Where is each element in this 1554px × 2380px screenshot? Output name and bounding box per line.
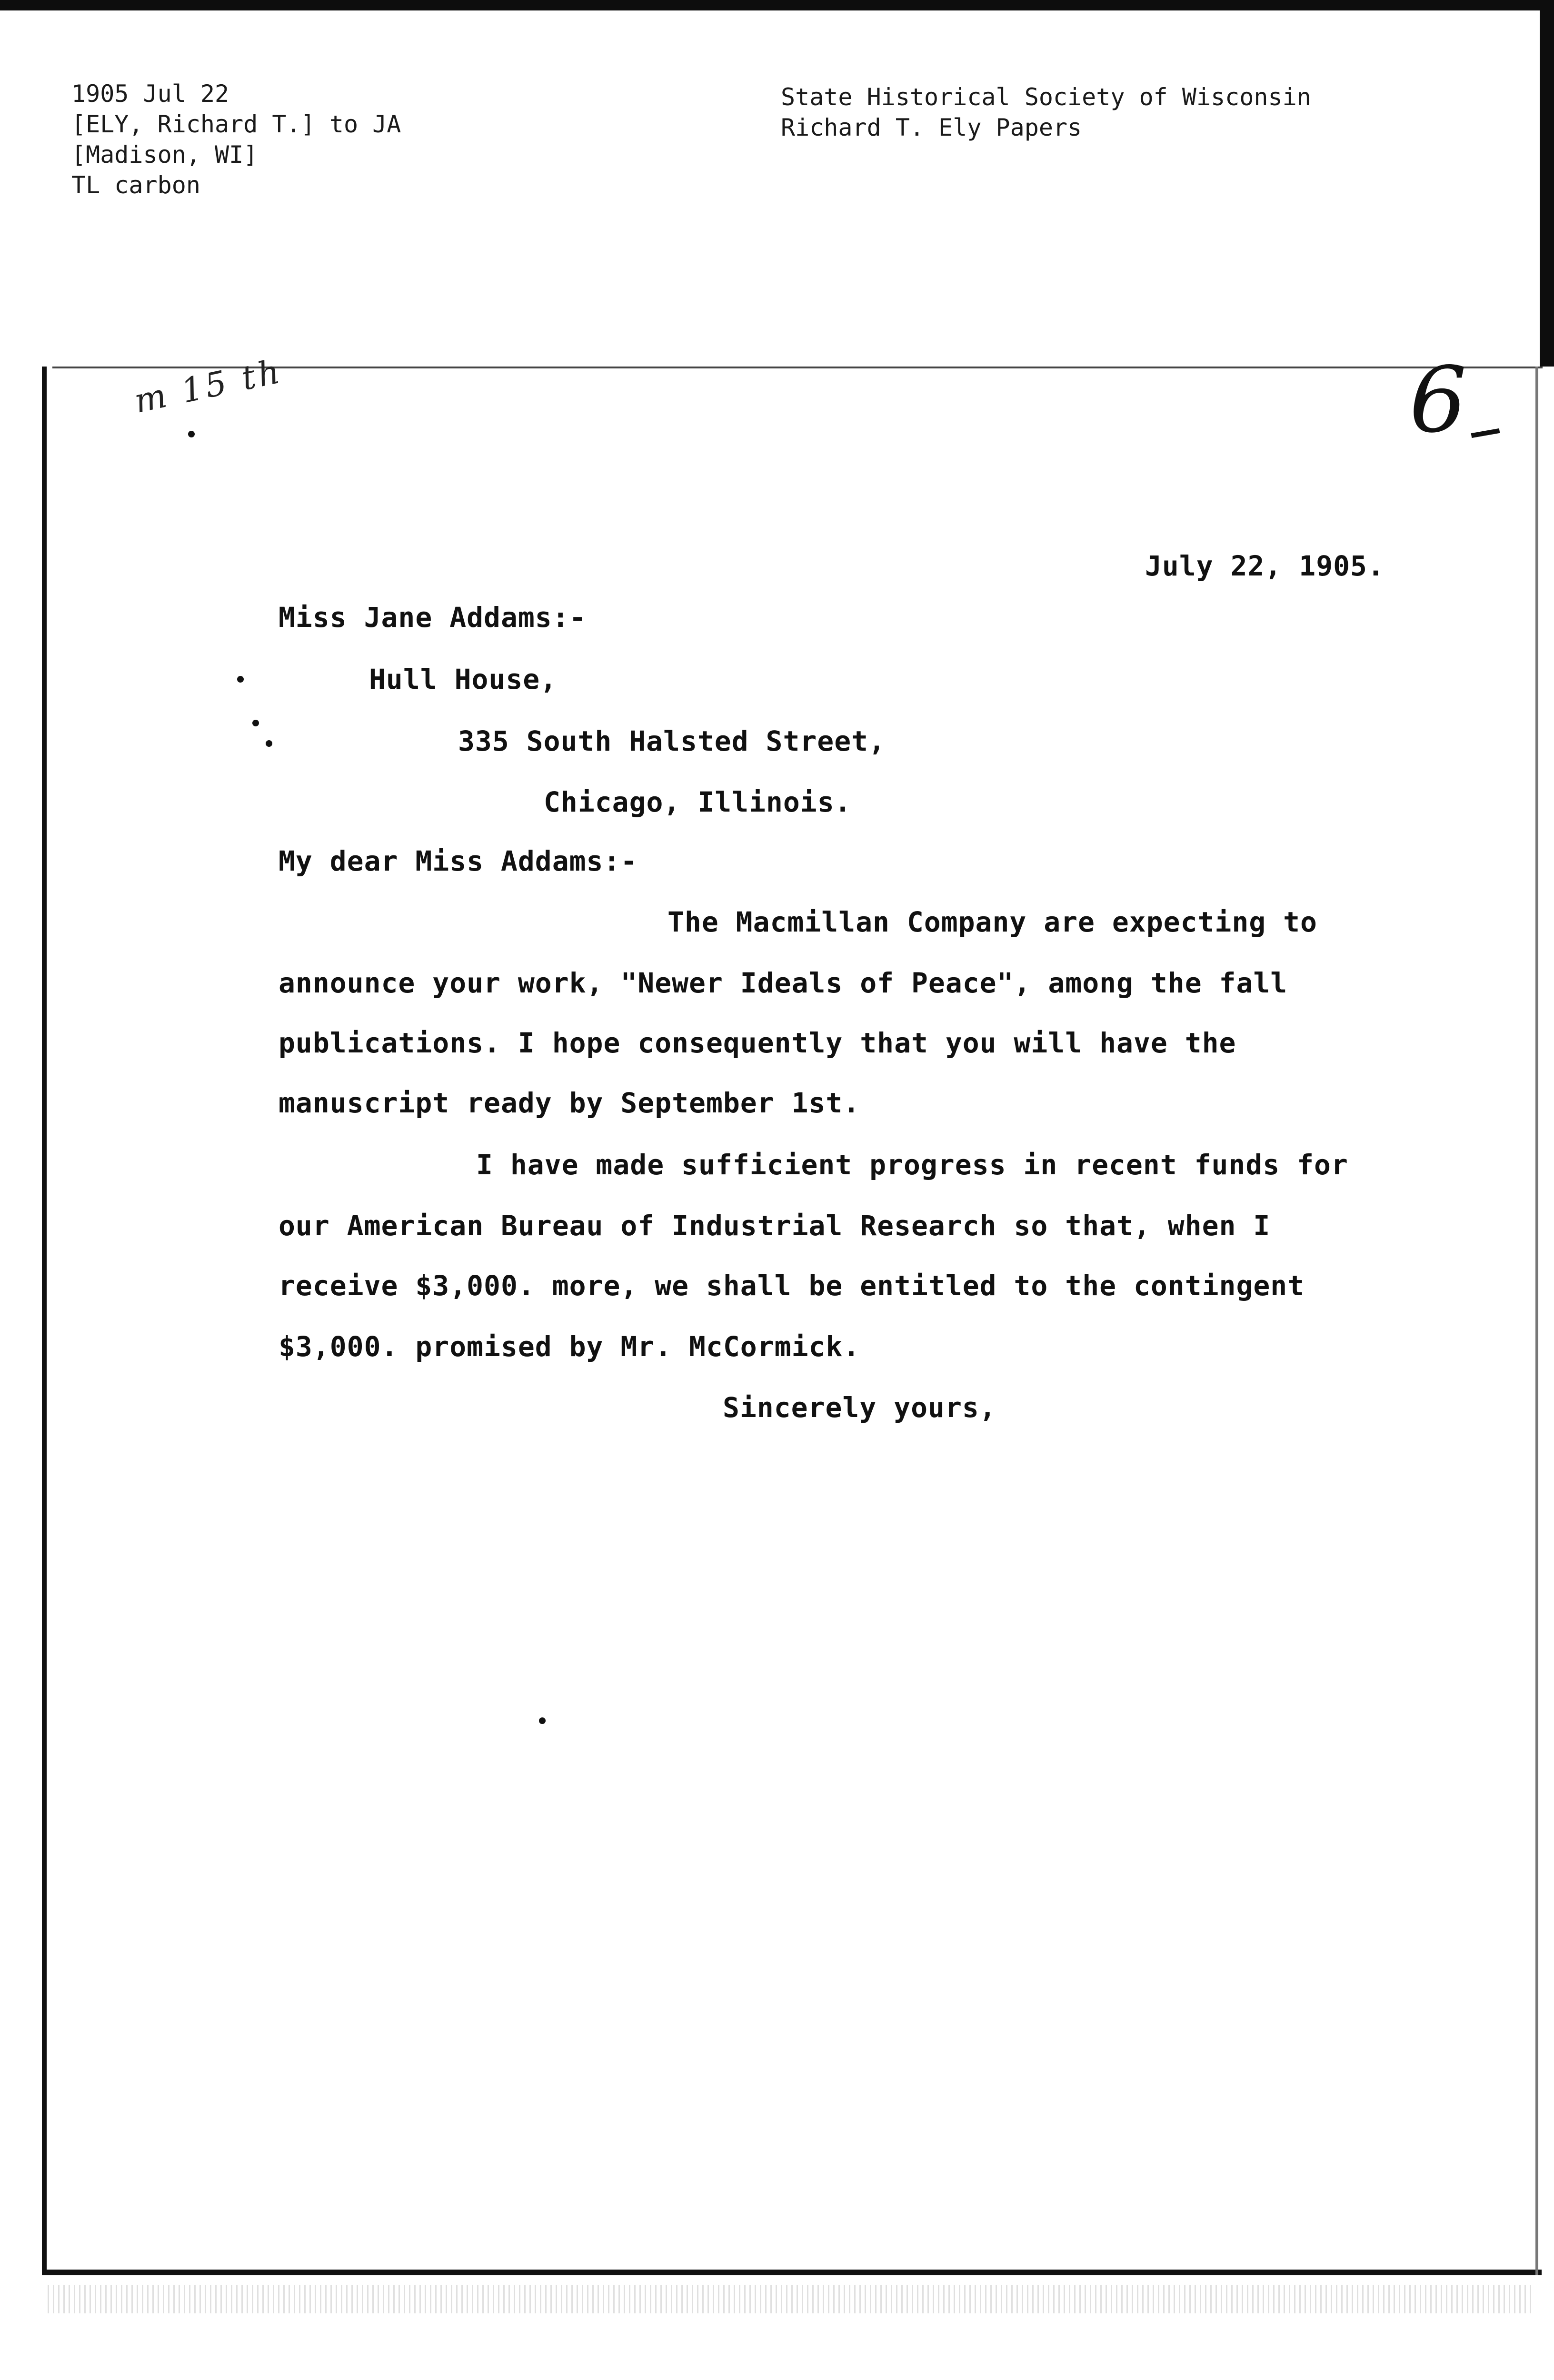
catalog-date: 1905 Jul 22 — [71, 80, 229, 108]
stray-mark — [252, 720, 259, 726]
scan-border-top — [0, 0, 1554, 10]
body-line: our American Bureau of Industrial Research so that, when I — [279, 1210, 1271, 1242]
catalog-format: TL carbon — [71, 171, 200, 199]
body-line: The Macmillan Company are expecting to — [667, 906, 1317, 938]
recipient-street: 335 South Halsted Street, — [458, 725, 886, 757]
body-line: $3,000. promised by Mr. McCormick. — [279, 1330, 860, 1363]
body-line: publications. I hope consequently that you will have the — [279, 1027, 1236, 1059]
catalog-correspondents: [ELY, Richard T.] to JA — [71, 110, 401, 138]
scan-noise-bottom — [48, 2285, 1533, 2313]
body-line: receive $3,000. more, we shall be entitled to the contingent — [279, 1269, 1305, 1302]
catalog-collection: Richard T. Ely Papers — [781, 114, 1082, 141]
handwritten-note: m 15 th — [130, 351, 286, 421]
body-line: announce your work, "Newer Ideals of Peace", among the fall — [279, 967, 1288, 999]
stray-mark — [266, 740, 272, 747]
handwritten-page-number: 6 — [1409, 347, 1467, 453]
catalog-place: [Madison, WI] — [71, 141, 258, 169]
stray-mark — [237, 676, 244, 683]
sheet-right-edge — [1535, 367, 1538, 2275]
letter-date: July 22, 1905. — [1145, 550, 1385, 582]
stray-mark — [188, 431, 195, 437]
closing: Sincerely yours, — [723, 1391, 996, 1424]
catalog-repository: State Historical Society of Wisconsin — [781, 83, 1311, 111]
stray-mark — [539, 1717, 546, 1724]
body-line: manuscript ready by September 1st. — [279, 1087, 860, 1119]
catalog-metadata — [71, 79, 401, 200]
scan-border-right — [1540, 0, 1554, 367]
recipient-city: Chicago, Illinois. — [544, 786, 852, 818]
recipient-institution: Hull House, — [369, 663, 558, 695]
letter-sheet — [42, 367, 1542, 2275]
recipient-name: Miss Jane Addams:- — [279, 601, 587, 634]
salutation: My dear Miss Addams:- — [279, 845, 638, 877]
catalog-source — [781, 82, 1311, 143]
body-line: I have made sufficient progress in recent funds for — [476, 1149, 1348, 1181]
